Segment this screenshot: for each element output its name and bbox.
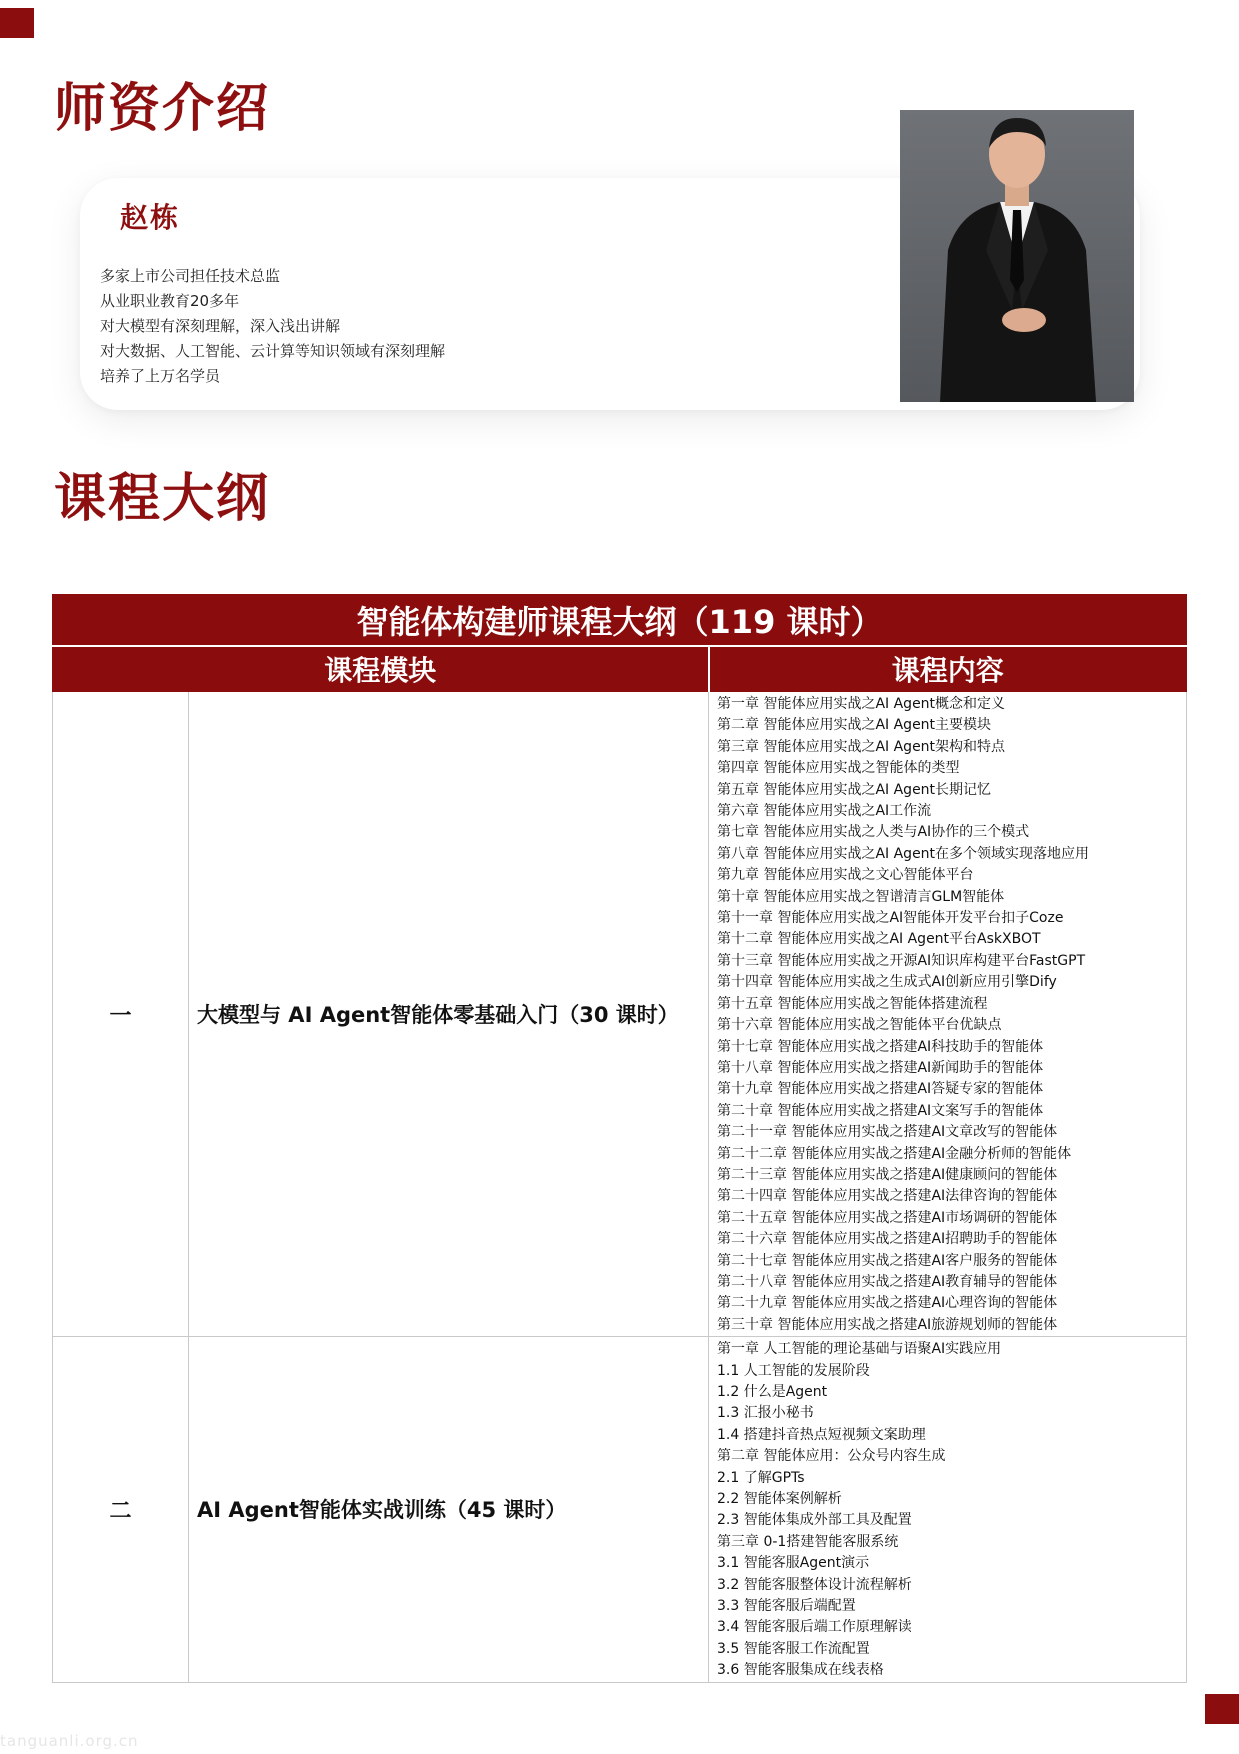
chapter-item: 1.4 搭建抖音热点短视频文案助理	[717, 1426, 926, 1443]
module-title: AI Agent智能体实战训练（45 课时）	[189, 1337, 709, 1683]
chapter-item: 第二十四章 智能体应用实战之搭建AI法律咨询的智能体	[717, 1188, 1058, 1205]
table-title-row	[53, 595, 1187, 647]
chapter-item: 第十六章 智能体应用实战之智能体平台优缺点	[717, 1017, 1002, 1034]
teacher-photo-illustration	[900, 110, 1134, 402]
chapter-item: 第十章 智能体应用实战之智谱清言GLM智能体	[717, 888, 1005, 905]
chapter-item: 第十一章 智能体应用实战之AI智能体开发平台扣子Coze	[717, 910, 1064, 927]
chapter-item: 3.6 智能客服集成在线表格	[717, 1662, 884, 1679]
teacher-bio-line: 多家上市公司担任技术总监	[100, 267, 281, 285]
chapter-item: 第四章 智能体应用实战之智能体的类型	[717, 760, 960, 777]
chapter-list	[717, 1339, 1178, 1682]
chapter-item: 第三十章 智能体应用实战之搭建AI旅游规划师的智能体	[717, 1316, 1058, 1333]
chapter-item: 第八章 智能体应用实战之AI Agent在多个领域实现落地应用	[717, 845, 1090, 862]
chapter-item: 第十九章 智能体应用实战之搭建AI答疑专家的智能体	[717, 1081, 1044, 1098]
chapter-item: 第二十三章 智能体应用实战之搭建AI健康顾问的智能体	[717, 1166, 1058, 1183]
module-content	[709, 1337, 1187, 1683]
chapter-item: 第二十二章 智能体应用实战之搭建AI金融分析师的智能体	[717, 1145, 1072, 1162]
chapter-item: 1.1 人工智能的发展阶段	[717, 1362, 870, 1379]
teacher-bio-line: 从业职业教育20多年	[100, 292, 240, 310]
chapter-item: 第五章 智能体应用实战之AI Agent长期记忆	[717, 781, 992, 798]
module-number: 二	[53, 1337, 189, 1683]
chapter-item: 第二十九章 智能体应用实战之搭建AI心理咨询的智能体	[717, 1295, 1058, 1312]
chapter-item: 第十五章 智能体应用实战之智能体搭建流程	[717, 995, 988, 1012]
chapter-item: 2.2 智能体案例解析	[717, 1491, 842, 1508]
chapter-item: 3.1 智能客服Agent演示	[717, 1555, 870, 1572]
chapter-item: 3.4 智能客服后端工作原理解读	[717, 1619, 912, 1636]
teacher-bio-list	[100, 264, 445, 389]
chapter-item: 1.3 汇报小秘书	[717, 1405, 814, 1422]
chapter-item: 3.2 智能客服整体设计流程解析	[717, 1576, 912, 1593]
corner-accent-bottom-right	[1205, 1694, 1239, 1724]
watermark-text: tanguanli.org.cn	[0, 1732, 139, 1750]
chapter-item: 第十二章 智能体应用实战之AI Agent平台AskXBOT	[717, 931, 1041, 948]
module-content	[709, 692, 1187, 1337]
teacher-bio-line: 对大模型有深刻理解，深入浅出讲解	[100, 317, 341, 335]
chapter-item: 第一章 智能体应用实战之AI Agent概念和定义	[717, 696, 1006, 712]
chapter-item: 第二十七章 智能体应用实战之搭建AI客户服务的智能体	[717, 1252, 1058, 1269]
chapter-item: 第一章 人工智能的理论基础与语聚AI实践应用	[717, 1341, 1002, 1358]
chapter-list	[717, 694, 1178, 1336]
chapter-item: 第十四章 智能体应用实战之生成式AI创新应用引擎Dify	[717, 974, 1057, 991]
chapter-item: 1.2 什么是Agent	[717, 1384, 828, 1400]
chapter-item: 第二章 智能体应用实战之AI Agent主要模块	[717, 717, 992, 734]
chapter-item: 第十三章 智能体应用实战之开源AI知识库构建平台FastGPT	[717, 952, 1086, 969]
chapter-item: 第十七章 智能体应用实战之搭建AI科技助手的智能体	[717, 1038, 1044, 1055]
teacher-section-heading: 师资介绍	[54, 79, 271, 139]
chapter-item: 2.1 了解GPTs	[717, 1469, 805, 1486]
teacher-bio-line: 培养了上万名学员	[100, 367, 221, 385]
chapter-item: 3.5 智能客服工作流配置	[717, 1640, 870, 1657]
chapter-item: 第三章 0-1搭建智能客服系统	[717, 1533, 899, 1550]
chapter-item: 3.3 智能客服后端配置	[717, 1598, 856, 1615]
chapter-item: 2.3 智能体集成外部工具及配置	[717, 1512, 912, 1529]
chapter-item: 第九章 智能体应用实战之文心智能体平台	[717, 867, 974, 884]
chapter-item: 第二十八章 智能体应用实战之搭建AI教育辅导的智能体	[717, 1273, 1058, 1290]
module-title: 大模型与 AI Agent智能体零基础入门（30 课时）	[189, 692, 709, 1337]
teacher-name: 赵栋	[120, 201, 181, 234]
chapter-item: 第二十一章 智能体应用实战之搭建AI文章改写的智能体	[717, 1124, 1058, 1141]
table-row	[53, 1337, 1187, 1683]
teacher-photo	[900, 110, 1134, 402]
chapter-item: 第七章 智能体应用实战之人类与AI协作的三个模式	[717, 824, 1030, 841]
table-header-row	[53, 646, 1187, 692]
column-header-module: 课程模块	[53, 646, 709, 692]
chapter-item: 第三章 智能体应用实战之AI Agent架构和特点	[717, 738, 1006, 755]
chapter-item: 第二十六章 智能体应用实战之搭建AI招聘助手的智能体	[717, 1231, 1058, 1248]
table-row	[53, 692, 1187, 1337]
module-number: 一	[53, 692, 189, 1337]
syllabus-table	[52, 594, 1187, 1683]
column-header-content: 课程内容	[709, 646, 1187, 692]
chapter-item: 第二章 智能体应用：公众号内容生成	[717, 1448, 946, 1465]
corner-accent-top-left	[0, 8, 34, 38]
teacher-bio-line: 对大数据、人工智能、云计算等知识领域有深刻理解	[100, 342, 446, 360]
chapter-item: 第六章 智能体应用实战之AI工作流	[717, 803, 932, 820]
chapter-item: 第二十五章 智能体应用实战之搭建AI市场调研的智能体	[717, 1209, 1058, 1226]
chapter-item: 第二十章 智能体应用实战之搭建AI文案写手的智能体	[717, 1102, 1044, 1119]
syllabus-section-heading: 课程大纲	[54, 469, 271, 529]
chapter-item: 第十八章 智能体应用实战之搭建AI新闻助手的智能体	[717, 1059, 1044, 1076]
table-title: 智能体构建师课程大纲（119 课时）	[53, 595, 1187, 647]
